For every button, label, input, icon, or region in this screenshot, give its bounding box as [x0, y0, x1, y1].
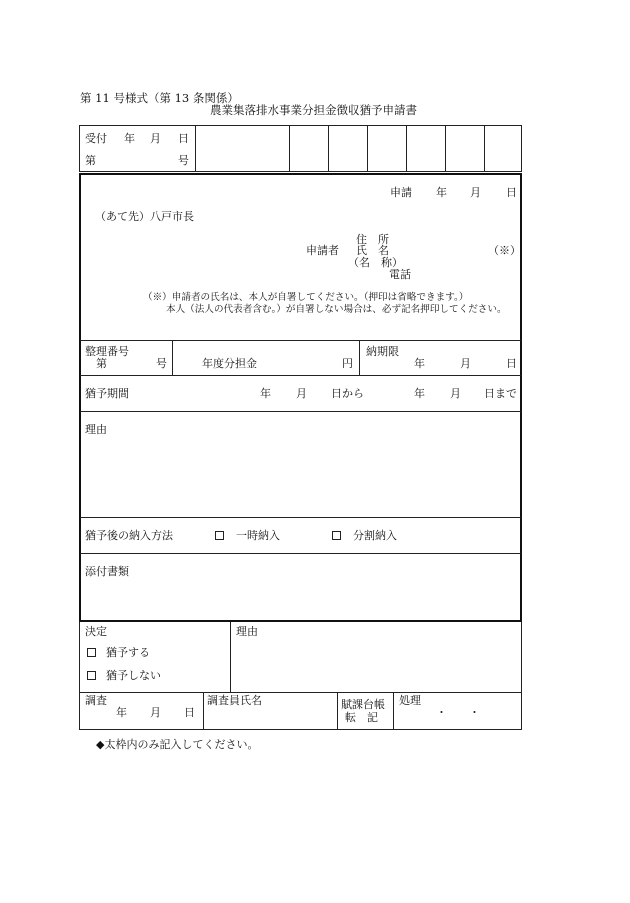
- checkbox-installment[interactable]: [332, 530, 343, 541]
- checkbox-reject[interactable]: [87, 670, 98, 681]
- signature-note: （※）申請者の氏名は、本人が自署してください。（押印は省略できます。）: [143, 292, 469, 303]
- checkbox-approve[interactable]: [87, 647, 98, 658]
- checkbox-lump-sum[interactable]: [215, 530, 226, 541]
- receipt-box: [79, 125, 522, 172]
- form-title: 農業集落排水事業分担金徴収猶予申請書: [210, 103, 417, 117]
- form-number: 第 11 号様式（第 13 条関係）: [80, 91, 239, 105]
- receipt-label: 受付: [85, 132, 107, 145]
- addressee: （あて先）八戸市長: [95, 210, 194, 223]
- footer-note: ◆太枠内のみ記入してください。: [96, 738, 259, 751]
